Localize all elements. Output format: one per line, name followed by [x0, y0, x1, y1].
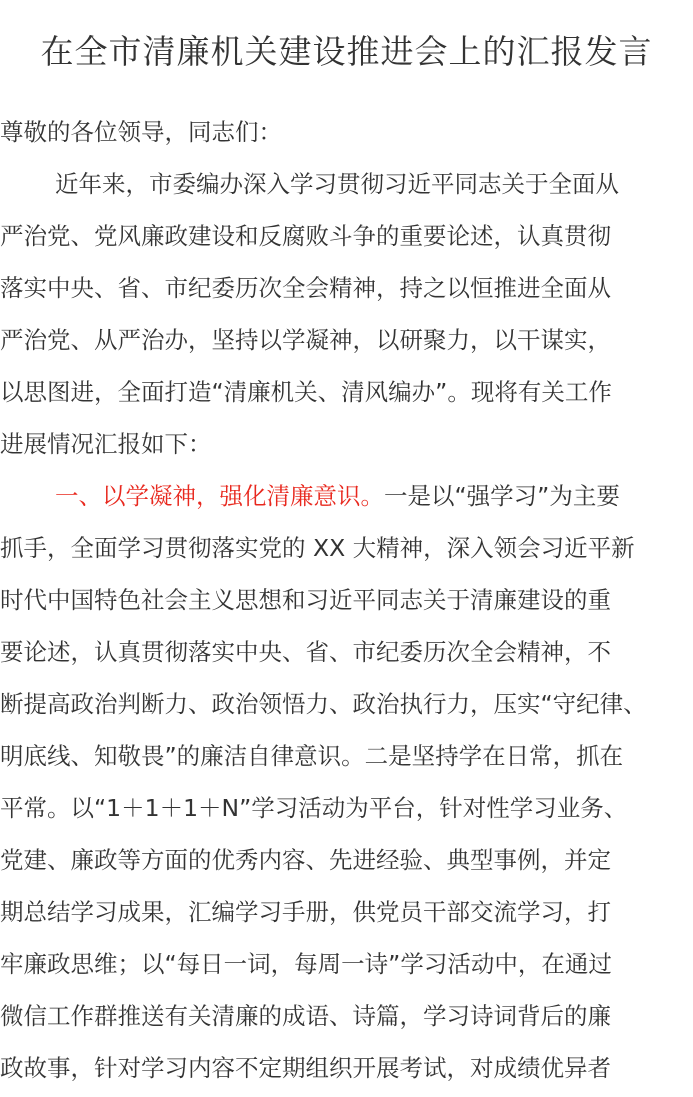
salutation: 尊敬的各位领导，同志们： [0, 118, 282, 146]
section-heading: 一、以学凝神，强化清廉意识。 [55, 482, 384, 510]
intro-line: 严治党、党风廉政建设和反腐败斗争的重要论述，认真贯彻 [0, 222, 611, 250]
section-line: 断提高政治判断力、政治领悟力、政治执行力，压实“守纪律、 [0, 690, 647, 718]
intro-line: 严治党、从严治办，坚持以学凝神，以研聚力，以干谋实， [0, 326, 611, 354]
section-line: 时代中国特色社会主义思想和习近平同志关于清廉建设的重 [0, 586, 611, 614]
intro-line: 进展情况汇报如下： [0, 430, 212, 458]
section-line: 抓手，全面学习贯彻落实党的 XX 大精神，深入领会习近平新 [0, 534, 635, 562]
section-line: 牢廉政思维；以“每日一词，每周一诗”学习活动中，在通过 [0, 950, 612, 978]
section-heading-line [0, 470, 693, 522]
intro-line: 近年来，市委编办深入学习贯彻习近平同志关于全面从 [55, 170, 619, 198]
section-line: 政故事，针对学习内容不定期组织开展考试，对成绩优异者 [0, 1054, 611, 1082]
section-line: 要论述，认真贯彻落实中央、省、市纪委历次全会精神，不 [0, 638, 611, 666]
section-text: 一是以“强学习”为主要 [384, 482, 620, 510]
section-line: 微信工作群推送有关清廉的成语、诗篇，学习诗词背后的廉 [0, 1002, 611, 1030]
document-body [0, 106, 693, 1094]
section-line: 明底线、知敬畏”的廉洁自律意识。二是坚持学在日常，抓在 [0, 742, 624, 770]
section-line: 党建、廉政等方面的优秀内容、先进经验、典型事例，并定 [0, 846, 611, 874]
document-title: 在全市清廉机关建设推进会上的汇报发言 [40, 32, 653, 71]
section-line: 平常。以“1＋1＋1＋N”学习活动为平台，针对性学习业务、 [0, 794, 628, 822]
section-line: 期总结学习成果，汇编学习手册，供党员干部交流学习，打 [0, 898, 611, 926]
intro-line: 落实中央、省、市纪委历次全会精神，持之以恒推进全面从 [0, 274, 611, 302]
intro-line: 以思图进，全面打造“清廉机关、清风编办”。现将有关工作 [0, 378, 612, 406]
